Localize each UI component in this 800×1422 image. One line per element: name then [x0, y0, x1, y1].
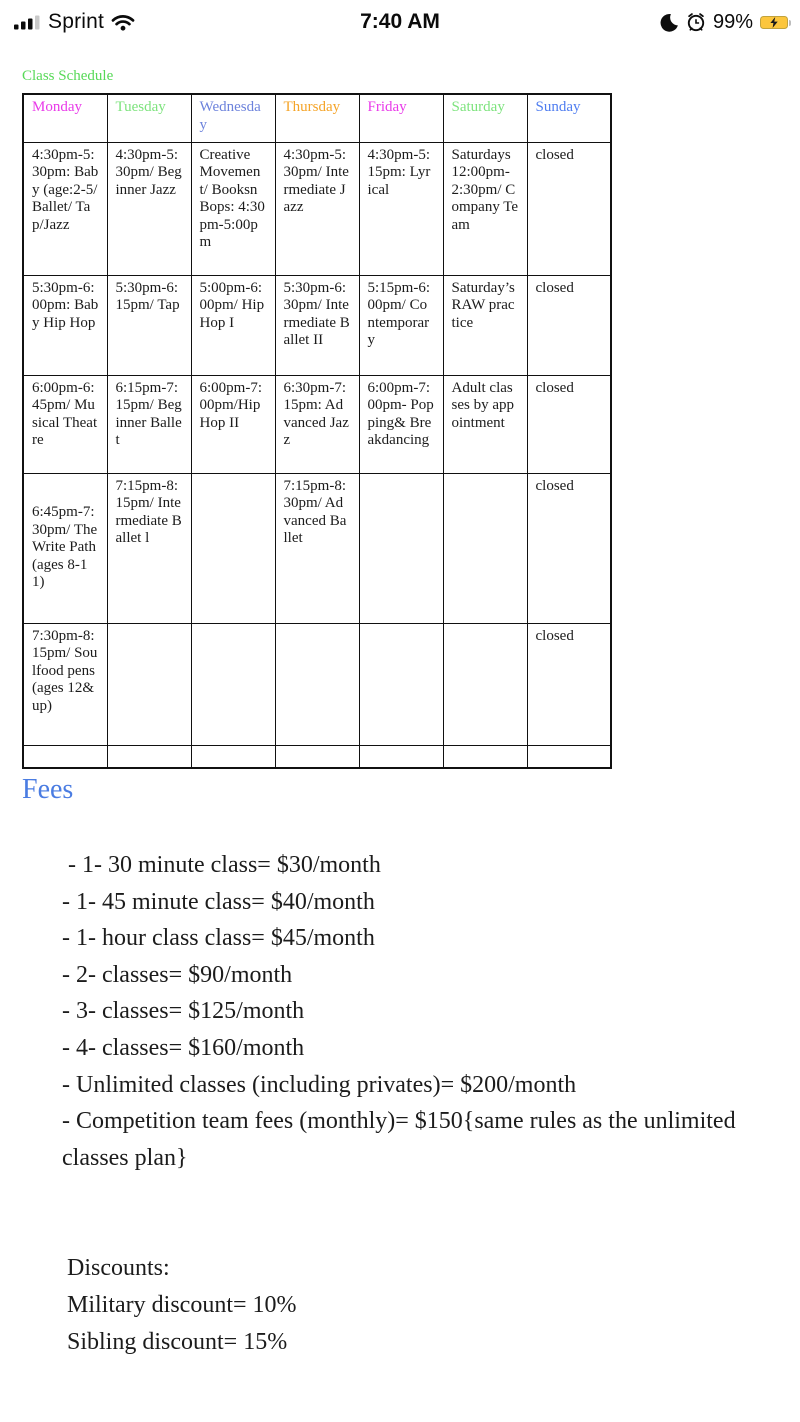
fee-item: - 1- 45 minute class= $40/month [62, 888, 375, 915]
column-header-monday: Monday [23, 94, 107, 142]
column-header-saturday: Saturday [443, 94, 527, 142]
fee-item: - Competition team fees (monthly)= $150{same rules as the unlimited classes plan} [62, 1108, 742, 1171]
schedule-cell: 5:15pm-6:00pm/ Contemporary [359, 275, 443, 375]
schedule-row-5 [23, 623, 611, 745]
column-header-wednesday: Wednesday [191, 94, 275, 142]
schedule-row-2 [23, 275, 611, 375]
fee-item: - 4- classes= $160/month [62, 1034, 305, 1061]
column-header-tuesday: Tuesday [107, 94, 191, 142]
schedule-cell: 7:15pm-8:15pm/ Intermediate Ballet l [107, 473, 191, 623]
schedule-cell [359, 473, 443, 623]
schedule-row-3 [23, 375, 611, 473]
discount-item: Sibling discount= 15% [67, 1328, 288, 1355]
schedule-cell [443, 745, 527, 768]
schedule-cell [275, 745, 359, 768]
schedule-cell [443, 473, 527, 623]
discounts-section [67, 1250, 800, 1360]
schedule-cell: 5:30pm-6:15pm/ Tap [107, 275, 191, 375]
battery-percent: 99% [712, 10, 753, 33]
fee-item: - 1- hour class class= $45/month [62, 925, 375, 952]
discount-item: Military discount= 10% [67, 1291, 297, 1318]
dnd-moon-icon [660, 13, 679, 32]
battery-charging-icon [760, 16, 788, 29]
schedule-cell: 5:30pm-6:00pm: Baby Hip Hop [23, 275, 107, 375]
schedule-cell [275, 623, 359, 745]
discounts-heading: Discounts: [67, 1255, 170, 1282]
schedule-cell: closed [527, 375, 611, 473]
clock-time: 7:40 AM [360, 10, 440, 33]
schedule-cell [191, 473, 275, 623]
schedule-cell [443, 623, 527, 745]
schedule-cell: 6:00pm-7:00pm- Popping& Breakdancing [359, 375, 443, 473]
schedule-cell [23, 745, 107, 768]
schedule-cell: 6:15pm-7:15pm/ Beginner Ballet [107, 375, 191, 473]
schedule-cell: 6:00pm-6:45pm/ Musical Theatre [23, 375, 107, 473]
schedule-cell: 6:30pm-7:15pm: Advanced Jazz [275, 375, 359, 473]
schedule-cell [359, 745, 443, 768]
schedule-cell: 4:30pm-5:15pm: Lyrical [359, 142, 443, 275]
schedule-cell: 7:30pm-8:15pm/ Soulfood pens (ages 12&up) [23, 623, 107, 745]
schedule-cell: closed [527, 142, 611, 275]
schedule-cell [527, 745, 611, 768]
column-header-friday: Friday [359, 94, 443, 142]
fee-item: - 2- classes= $90/month [62, 961, 293, 988]
schedule-cell: 6:45pm-7:30pm/ The Write Path (ages 8-11) [23, 473, 107, 623]
class-schedule-table [22, 93, 612, 769]
schedule-cell: closed [527, 275, 611, 375]
schedule-cell: Creative Movement/ BooksnBops: 4:30pm-5:00pm [191, 142, 275, 275]
schedule-cell: 5:30pm-6:30pm/ Intermediate Ballet II [275, 275, 359, 375]
schedule-cell: Saturdays 12:00pm-2:30pm/ Company Team [443, 142, 527, 275]
schedule-cell: closed [527, 473, 611, 623]
fees-heading: Fees [22, 774, 74, 805]
schedule-cell [191, 623, 275, 745]
column-header-thursday: Thursday [275, 94, 359, 142]
carrier-label: Sprint [48, 10, 105, 33]
schedule-row-1 [23, 142, 611, 275]
column-header-sunday: Sunday [527, 94, 611, 142]
fees-list [62, 847, 752, 1176]
schedule-cell: 6:00pm-7:00pm/Hip Hop II [191, 375, 275, 473]
schedule-cell: 4:30pm-5:30pm: Baby (age:2-5/ Ballet/ Tap/Jazz [23, 142, 107, 275]
fee-item: - 3- classes= $125/month [62, 998, 305, 1025]
schedule-cell: 5:00pm-6:00pm/ Hip Hop I [191, 275, 275, 375]
schedule-cell: 7:15pm-8:30pm/ Advanced Ballet [275, 473, 359, 623]
page-title: Class Schedule [22, 68, 114, 84]
schedule-cell [107, 745, 191, 768]
schedule-cell: 4:30pm-5:30pm/ Beginner Jazz [107, 142, 191, 275]
alarm-clock-icon [686, 12, 706, 32]
cellular-signal-icon [14, 15, 41, 30]
status-bar [0, 0, 800, 44]
wifi-icon [111, 14, 135, 31]
schedule-cell: closed [527, 623, 611, 745]
schedule-row-4 [23, 473, 611, 623]
schedule-cell [359, 623, 443, 745]
schedule-cell: Adult classes by appointment [443, 375, 527, 473]
schedule-cell [107, 623, 191, 745]
schedule-cell: 4:30pm-5:30pm/ Intermediate Jazz [275, 142, 359, 275]
schedule-cell [191, 745, 275, 768]
fee-item: - 1- 30 minute class= $30/month [62, 852, 381, 878]
schedule-cell: Saturday’s RAW practice [443, 275, 527, 375]
schedule-header-row [23, 94, 611, 142]
schedule-row-6 [23, 745, 611, 768]
fee-item: - Unlimited classes (including privates)= $200/month [62, 1071, 577, 1098]
